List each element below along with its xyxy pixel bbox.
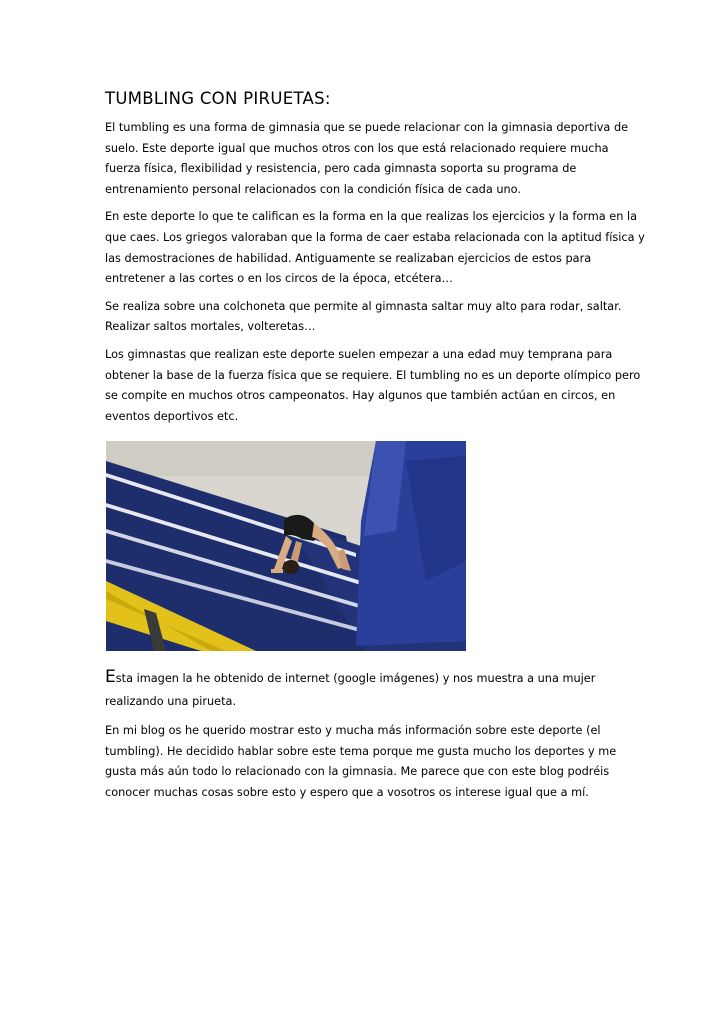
text-line: Se realiza sobre una colchoneta que permite al gimnasta saltar muy alto para rodar, saltar. — [105, 299, 622, 313]
text-line: obtener la base de la fuerza física que se requiere. El tumbling no es un deporte olímpico pero — [105, 368, 641, 382]
document-title: TUMBLING CON PIRUETAS: — [105, 89, 331, 108]
text-line: eventos deportivos etc. — [105, 409, 239, 423]
paragraph-4 — [105, 345, 641, 427]
caption-text: sta imagen la he obtenido de internet (google imágenes) y nos muestra a una mujer — [115, 672, 596, 685]
text-line: las demostraciones de habilidad. Antiguamente se realizaban ejercicios de estos para — [105, 251, 592, 265]
drop-cap: E — [105, 667, 116, 687]
text-line: fuerza física, flexibilidad y resistencia, pero cada gimnasta soporta su programa de — [105, 162, 577, 176]
document-body — [105, 88, 645, 434]
text-line: tumbling). He decidido hablar sobre este tema porque me gusta mucho los deportes y me — [105, 744, 617, 758]
gymnast-photo-illustration — [106, 441, 466, 651]
text-line: Los gimnastas que realizan este deporte suelen empezar a una edad muy temprana para — [105, 347, 613, 361]
caption-line — [105, 665, 625, 691]
image-caption — [105, 665, 625, 721]
paragraph-1 — [105, 118, 629, 200]
closing-paragraph — [105, 721, 625, 803]
text-line: En mi blog os he querido mostrar esto y mucha más información sobre este deporte (el — [105, 724, 601, 737]
text-line: que caes. Los griegos valoraban que la forma de caer estaba relacionada con la aptitud física y — [105, 230, 645, 244]
text-line: suelo. Este deporte igual que muchos otros con los que está relacionado requiere mucha — [105, 141, 609, 155]
caption-line: realizando una pirueta. — [105, 695, 237, 708]
text-line: entrenamiento personal relacionados con la condición física de cada uno. — [105, 182, 521, 196]
text-line: En este deporte lo que te califican es la forma en la que realizas los ejercicios y la forma en la — [105, 210, 638, 224]
text-line: entretener a las cortes o en los circos de la época, etcétera… — [105, 272, 453, 286]
text-line: El tumbling es una forma de gimnasia que se puede relacionar con la gimnasia deportiva de — [105, 121, 629, 134]
paragraph-3 — [105, 297, 625, 338]
gymnast-photo — [106, 441, 466, 651]
closing-section — [105, 721, 625, 810]
text-line: gusta más aún todo lo relacionado con la gimnasia. Me parece que con este blog podréis — [105, 765, 610, 779]
text-line: se compite en muchos otros campeonatos. Hay algunos que también actúan en circos, en — [105, 389, 616, 403]
paragraph-2 — [105, 207, 645, 289]
text-line: Realizar saltos mortales, volteretas… — [105, 320, 316, 334]
text-line: conocer muchas cosas sobre esto y espero que a vosotros os interese igual que a mí. — [105, 785, 589, 799]
